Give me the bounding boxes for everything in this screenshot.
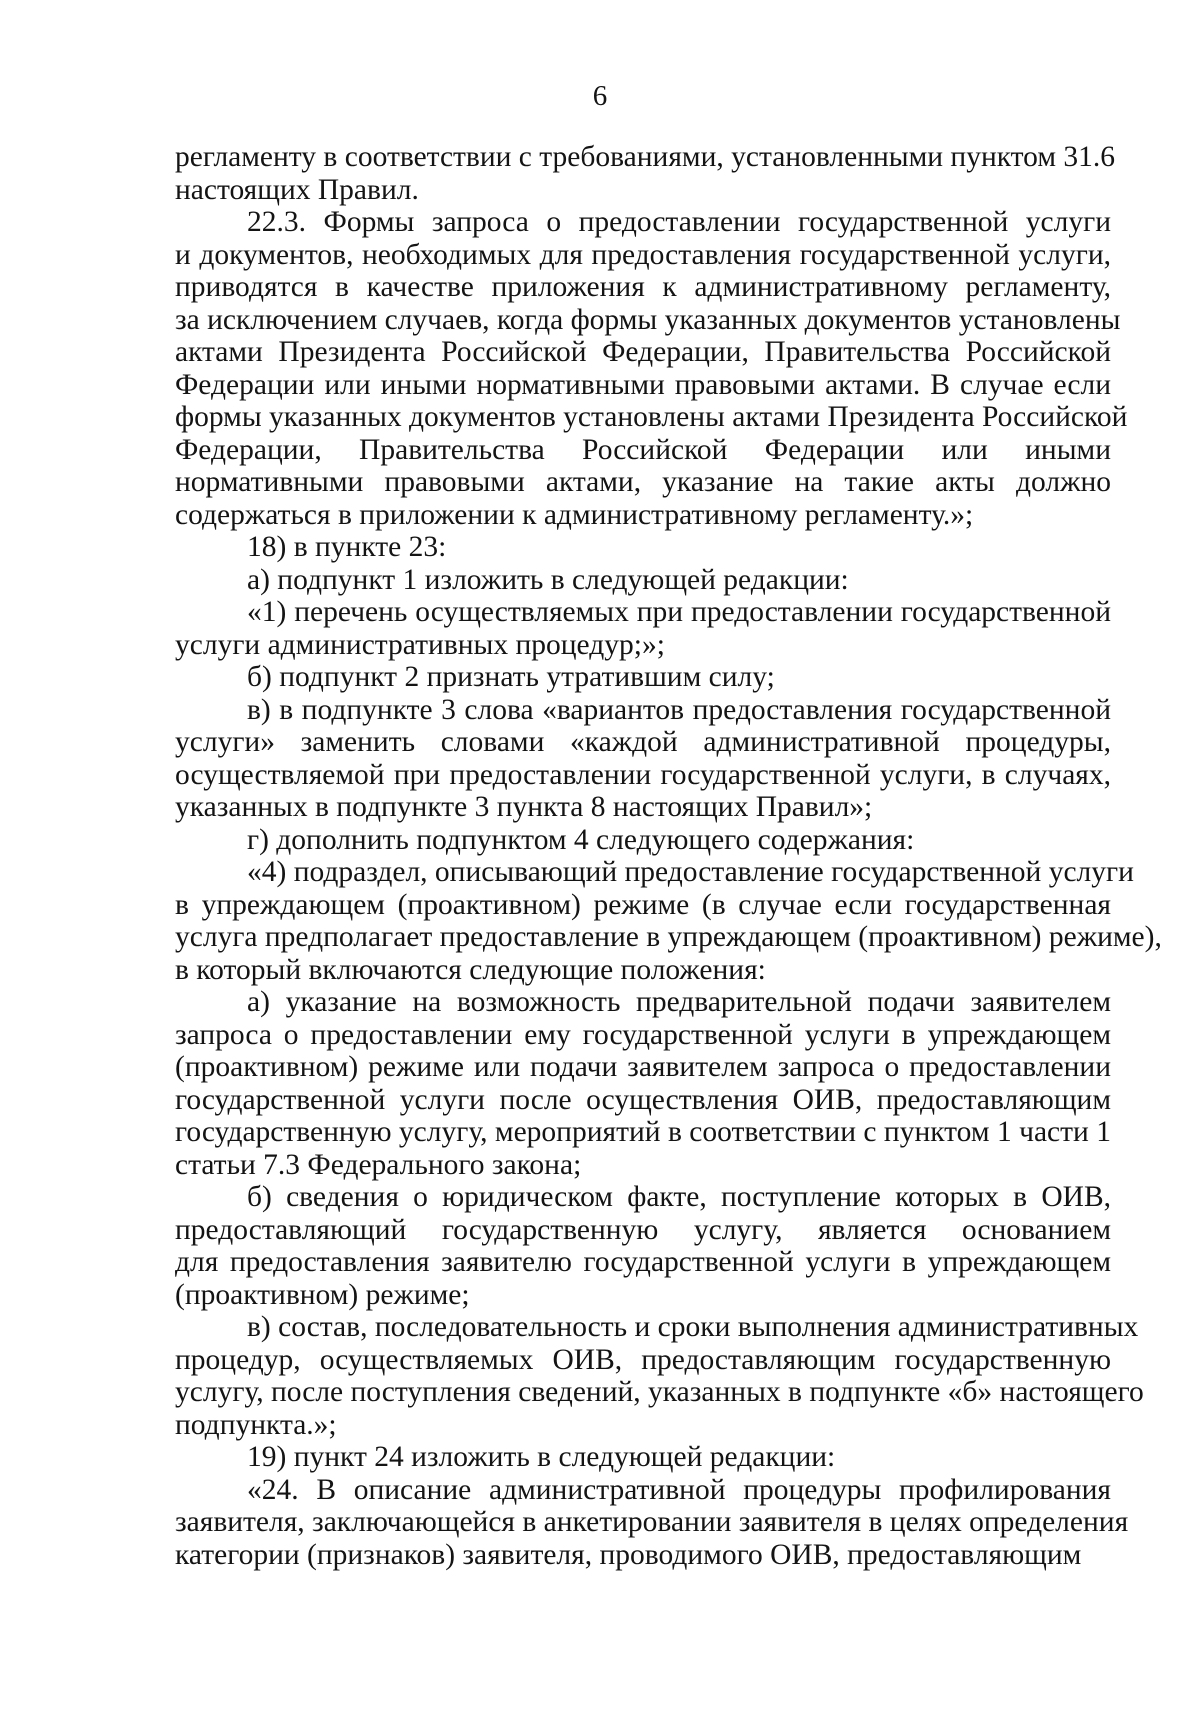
text-line: услугу, после поступления сведений, указанных в подпункте «б» настоящего — [175, 1376, 1144, 1408]
paragraph — [175, 596, 1111, 661]
paragraph — [175, 694, 1111, 824]
paragraph — [175, 531, 1111, 564]
paragraph — [175, 1181, 1111, 1311]
text-line: государственной услуги после осуществления ОИВ, предоставляющим — [175, 1083, 1111, 1116]
text-line: 18) в пункте 23: — [247, 531, 447, 563]
paragraph — [175, 1441, 1111, 1474]
text-line: 19) пункт 24 изложить в следующей редакции: — [247, 1441, 836, 1473]
text-line: запроса о предоставлении ему государственной услуги в упреждающем — [175, 1018, 1111, 1051]
paragraph — [175, 1311, 1144, 1441]
text-line: формы указанных документов установлены актами Президента Российской — [175, 401, 1128, 433]
text-line: нормативными правовыми актами, указание на такие акты должно — [175, 466, 1111, 498]
text-line: категории (признаков) заявителя, проводимого ОИВ, предоставляющим — [175, 1538, 1082, 1571]
paragraph — [175, 661, 1111, 694]
text-line: а) указание на возможность предварительной подачи заявителем — [247, 986, 1111, 1018]
text-line: Федерации, Правительства Российской Федерации или иными — [175, 433, 1111, 466]
text-line: государственную услугу, мероприятий в соответствии с пунктом 1 части 1 — [175, 1116, 1111, 1148]
text-line: актами Президента Российской Федерации, Правительства Российской — [175, 336, 1111, 368]
paragraph — [175, 206, 1128, 531]
paragraph — [175, 986, 1111, 1181]
text-line: приводятся в качестве приложения к административному регламенту, — [175, 271, 1111, 303]
text-line: в) состав, последовательность и сроки выполнения административных — [247, 1311, 1139, 1343]
text-line: предоставляющий государственную услугу, является основанием — [175, 1213, 1111, 1246]
text-line: г) дополнить подпунктом 4 следующего содержания: — [247, 823, 915, 856]
text-line: в упреждающем (проактивном) режиме (в случае если государственная — [175, 888, 1111, 921]
paragraph — [175, 824, 1111, 857]
text-line: «4) подраздел, описывающий предоставление государственной услуги — [247, 856, 1134, 888]
text-line: Федерации или иными нормативными правовыми актами. В случае если — [175, 368, 1111, 401]
text-line: за исключением случаев, когда формы указанных документов установлены — [175, 303, 1121, 336]
text-line: подпункта.»; — [175, 1408, 337, 1441]
text-line: осуществляемой при предоставлении государственной услуги, в случаях, — [175, 758, 1111, 791]
text-line: процедур, осуществляемых ОИВ, предоставляющим государственную — [175, 1343, 1111, 1376]
text-line: в который включаются следующие положения: — [175, 953, 766, 986]
text-line: услуга предполагает предоставление в упреждающем (проактивном) режиме), — [175, 921, 1162, 953]
text-line: настоящих Правил. — [175, 173, 419, 206]
text-line: «24. В описание административной процедуры профилирования — [247, 1473, 1111, 1506]
text-line: (проактивном) режиме или подачи заявителем запроса о предоставлении — [175, 1051, 1111, 1083]
text-line: услуги» заменить словами «каждой административной процедуры, — [175, 726, 1111, 758]
text-line: указанных в подпункте 3 пункта 8 настоящих Правил»; — [175, 791, 873, 823]
text-line: б) подпункт 2 признать утратившим силу; — [247, 661, 775, 693]
text-line: регламенту в соответствии с требованиями, установленными пунктом 31.6 — [175, 141, 1116, 173]
text-line: для предоставления заявителю государственной услуги в упреждающем — [175, 1246, 1111, 1278]
text-line: (проактивном) режиме; — [175, 1278, 470, 1311]
text-line: статьи 7.3 Федерального закона; — [175, 1148, 582, 1181]
text-line: а) подпункт 1 изложить в следующей редакции: — [247, 563, 849, 596]
text-line: б) сведения о юридическом факте, поступление которых в ОИВ, — [247, 1181, 1111, 1213]
text-line: «1) перечень осуществляемых при предоставлении государственной — [247, 596, 1111, 628]
text-line: и документов, необходимых для предоставления государственной услуги, — [175, 238, 1111, 271]
paragraph — [175, 564, 1111, 597]
document-body — [175, 141, 1162, 1571]
paragraph — [175, 856, 1162, 986]
paragraph — [175, 1473, 1129, 1572]
text-line: в) в подпункте 3 слова «вариантов предоставления государственной — [247, 693, 1111, 726]
text-line: заявителя, заключающейся в анкетировании заявителя в целях определения — [175, 1506, 1129, 1538]
text-line: 22.3. Формы запроса о предоставлении государственной услуги — [247, 206, 1111, 238]
text-line: услуги административных процедур;»; — [175, 628, 665, 661]
paragraph — [175, 141, 1116, 206]
text-line: содержаться в приложении к административному регламенту.»; — [175, 498, 974, 531]
page-number: 6 — [592, 80, 608, 112]
